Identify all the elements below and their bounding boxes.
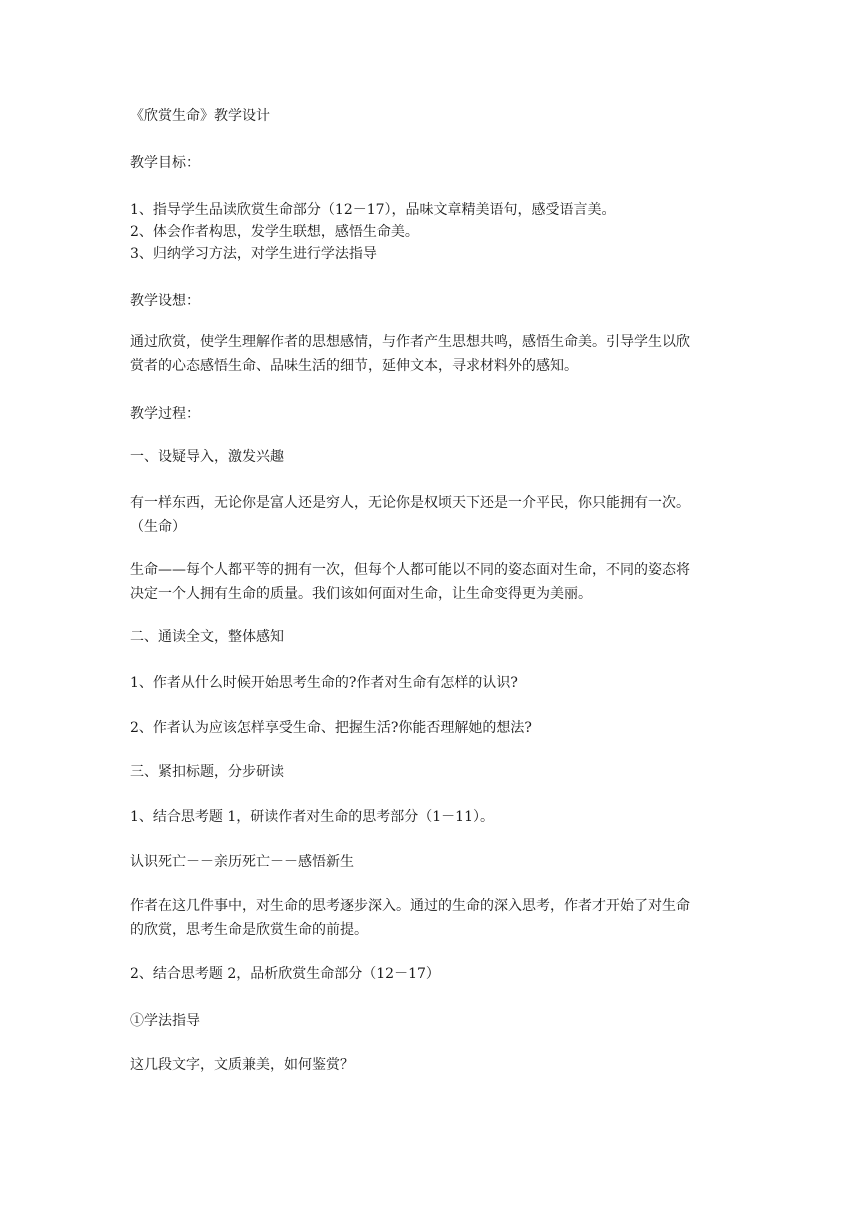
section3-item-2: 2、结合思考题 2，品析欣赏生命部分（12－17） [130,966,440,982]
section1-paragraph2-line1: 生命——每个人都平等的拥有一次，但每个人都可能以不同的姿态面对生命，不同的姿态将 [130,562,690,578]
section3-item-1: 1、结合思考题 1，研读作者对生命的思考部分（1－11）。 [130,809,494,825]
goal-item-1: 1、指导学生品读欣赏生命部分（12－17），品味文章精美语句，感受语言美。 [130,202,616,218]
section2-heading: 二、通读全文，整体感知 [130,629,284,645]
section3-heading: 三、紧扣标题，分步研读 [130,764,284,780]
goal-item-3: 3、归纳学习方法，对学生进行学法指导 [130,246,377,262]
section1-paragraph1-line2: （生命） [130,519,186,535]
goal-item-2: 2、体会作者构思，发学生联想，感悟生命美。 [130,224,419,240]
idea-line-2: 赏者的心态感悟生命、品味生活的细节，延伸文本，寻求材料外的感知。 [130,358,578,374]
method-question: 这几段文字，文质兼美，如何鉴赏？ [130,1057,354,1073]
goals-heading: 教学目标： [130,155,200,171]
idea-heading: 教学设想： [130,293,200,309]
section2-question-2: 2、作者认为应该怎样享受生命、把握生活?你能否理解她的想法? [130,720,532,736]
section1-paragraph1-line1: 有一样东西，无论你是富人还是穷人，无论你是权顷天下还是一介平民，你只能拥有一次。 [130,495,690,511]
method-heading: ①学法指导 [130,1013,200,1029]
process-heading: 教学过程： [130,406,200,422]
document-title: 《欣赏生命》教学设计 [130,108,270,124]
section3-chain: 认识死亡－－亲历死亡－－感悟新生 [130,854,354,870]
section3-paragraph-line1: 作者在这几件事中，对生命的思考逐步深入。通过的生命的深入思考，作者才开始了对生命 [130,898,690,914]
section1-paragraph2-line2: 决定一个人拥有生命的质量。我们该如何面对生命，让生命变得更为美丽。 [130,586,592,602]
section2-question-1: 1、作者从什么时候开始思考生命的?作者对生命有怎样的认识? [130,675,518,691]
idea-line-1: 通过欣赏，使学生理解作者的思想感情，与作者产生思想共鸣，感悟生命美。引导学生以欣 [130,334,690,350]
section1-heading: 一、设疑导入，激发兴趣 [130,449,284,465]
section3-paragraph-line2: 的欣赏，思考生命是欣赏生命的前提。 [130,922,368,938]
